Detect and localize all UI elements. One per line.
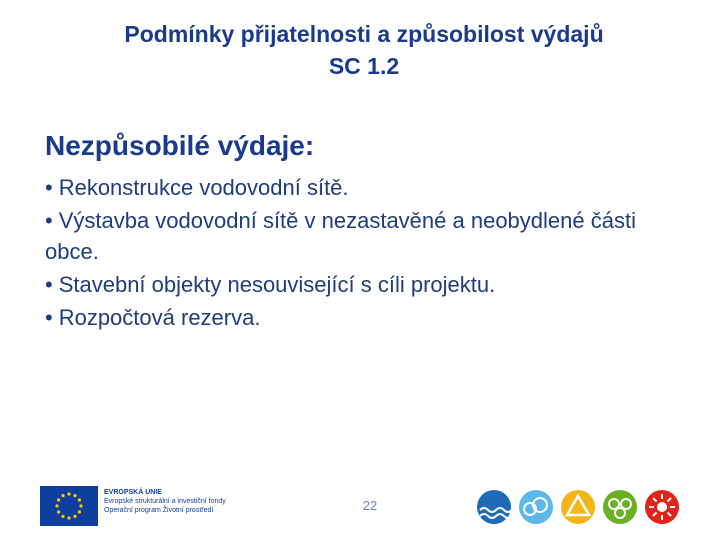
- eu-funds-label: Evropské strukturální a investiční fondy: [104, 498, 226, 505]
- eu-union-label: EVROPSKÁ UNIE: [104, 489, 162, 496]
- bullet-glyph: •: [45, 208, 53, 233]
- bullet-text: Rozpočtová rezerva.: [58, 305, 261, 330]
- eu-program-text: [104, 488, 284, 515]
- cloud-icon: [519, 490, 553, 524]
- eu-program-label: Operační program Životní prostředí: [104, 507, 214, 514]
- slide-title-line1: Podmínky přijatelnosti a způsobilost výdajů: [124, 21, 604, 47]
- sun-icon: [645, 490, 679, 524]
- bullet-glyph: •: [45, 175, 53, 200]
- bullet-item: [45, 172, 685, 203]
- eu-flag-icon: [40, 486, 98, 526]
- water-icon: [477, 490, 512, 524]
- bullet-item: [45, 302, 685, 333]
- tree-icon: [603, 490, 637, 524]
- bullet-text: Stavební objekty nesouvisející s cíli projektu.: [58, 272, 496, 297]
- bullet-item: [45, 205, 685, 267]
- bullet-item: [45, 269, 685, 300]
- program-icons: [472, 486, 690, 528]
- triangle-icon: [561, 490, 595, 524]
- bullet-list: [45, 172, 685, 335]
- bullet-glyph: •: [45, 305, 53, 330]
- section-heading: Nezpůsobilé výdaje:: [45, 130, 315, 161]
- page-number: 22: [362, 498, 378, 513]
- bullet-glyph: •: [45, 272, 53, 297]
- bullet-text: Výstavba vodovodní sítě v nezastavěné a neobydlené části obce.: [45, 208, 636, 264]
- footer: [0, 478, 720, 540]
- slide-title-line2: SC 1.2: [328, 53, 400, 79]
- bullet-text: Rekonstrukce vodovodní sítě.: [58, 175, 349, 200]
- slide-title: [40, 18, 688, 82]
